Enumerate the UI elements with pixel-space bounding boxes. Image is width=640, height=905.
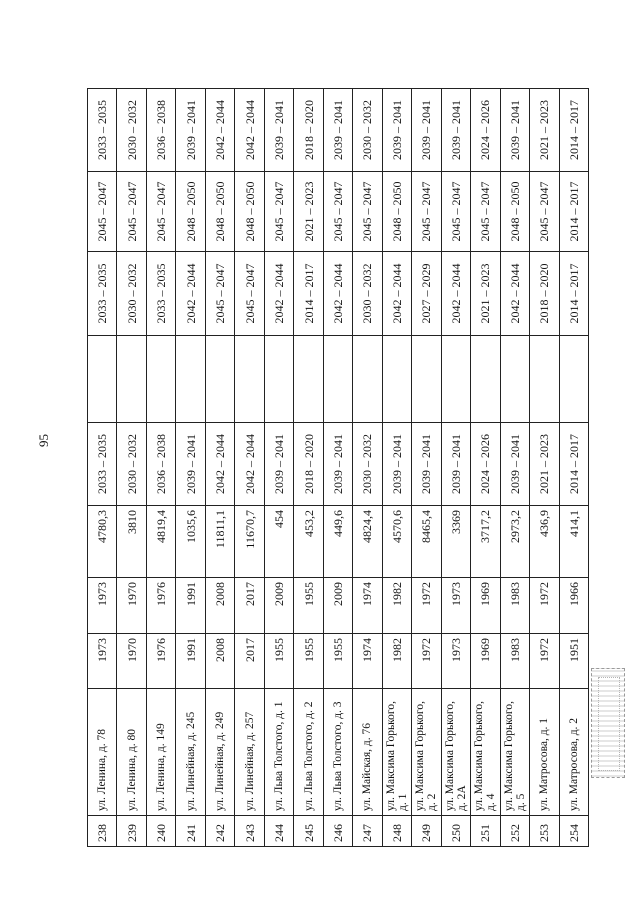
cell-period-3: 2021 – 2023: [471, 252, 500, 336]
cell-period-2: [205, 336, 234, 423]
cell-no: 245: [294, 816, 323, 847]
cell-area: 453,2: [294, 506, 323, 578]
cell-period-4: 2045 – 2047: [412, 172, 441, 252]
cell-period-1: 2039 – 2041: [323, 423, 352, 506]
cell-period-1: 2036 – 2038: [146, 423, 175, 506]
cell-no: 241: [176, 816, 205, 847]
cell-year-built: 2017: [235, 634, 264, 689]
cell-year-commissioned: 1976: [146, 578, 175, 634]
cell-year-commissioned: 1983: [500, 578, 529, 634]
table-row: [500, 89, 529, 847]
cell-address: ул. Ленина, д. 78: [88, 689, 117, 816]
cell-period-5: 2039 – 2041: [264, 89, 293, 172]
cell-period-2: [117, 336, 146, 423]
cell-address: ул. Ленина, д. 80: [117, 689, 146, 816]
cell-year-built: 1972: [412, 634, 441, 689]
cell-address: ул. Линейная, д. 249: [205, 689, 234, 816]
cell-period-5: 2024 – 2026: [471, 89, 500, 172]
table-row: [530, 89, 559, 847]
cell-period-3: 2033 – 2035: [88, 252, 117, 336]
cell-period-2: [323, 336, 352, 423]
cell-no: 247: [353, 816, 382, 847]
cell-year-built: 1972: [530, 634, 559, 689]
cell-year-commissioned: 1969: [471, 578, 500, 634]
cell-year-commissioned: 1973: [441, 578, 470, 634]
table-row: [353, 89, 382, 847]
cell-period-5: 2021 – 2023: [530, 89, 559, 172]
cell-year-built: 2008: [205, 634, 234, 689]
cell-no: 244: [264, 816, 293, 847]
cell-no: 240: [146, 816, 175, 847]
table-row: [176, 89, 205, 847]
cell-area: 449,6: [323, 506, 352, 578]
cell-area: 11670,7: [235, 506, 264, 578]
cell-period-4: 2045 – 2047: [471, 172, 500, 252]
cell-period-5: 2030 – 2032: [353, 89, 382, 172]
cell-period-1: 2039 – 2041: [441, 423, 470, 506]
cell-period-2: [88, 336, 117, 423]
cell-period-5: 2042 – 2044: [205, 89, 234, 172]
cell-period-1: 2018 – 2020: [294, 423, 323, 506]
cell-year-commissioned: 2017: [235, 578, 264, 634]
cell-period-5: 2030 – 2032: [117, 89, 146, 172]
cell-area: 3369: [441, 506, 470, 578]
cell-no: 250: [441, 816, 470, 847]
cell-area: 8465,4: [412, 506, 441, 578]
cell-period-1: 2042 – 2044: [235, 423, 264, 506]
cell-period-1: 2030 – 2032: [353, 423, 382, 506]
cell-no: 254: [559, 816, 588, 847]
cell-period-4: 2045 – 2047: [264, 172, 293, 252]
table-row: [559, 89, 588, 847]
cell-period-4: 2048 – 2050: [205, 172, 234, 252]
cell-period-2: [235, 336, 264, 423]
cell-year-built: 1970: [117, 634, 146, 689]
cell-year-commissioned: 1974: [353, 578, 382, 634]
cell-period-3: 2042 – 2044: [176, 252, 205, 336]
cell-area: 3810: [117, 506, 146, 578]
cell-period-3: 2045 – 2047: [235, 252, 264, 336]
cell-year-built: 1973: [441, 634, 470, 689]
housing-register-table: [87, 88, 589, 847]
cell-period-2: [353, 336, 382, 423]
cell-period-1: 2033 – 2035: [88, 423, 117, 506]
cell-period-5: 2018 – 2020: [294, 89, 323, 172]
cell-period-3: 2042 – 2044: [441, 252, 470, 336]
cell-period-4: 2048 – 2050: [500, 172, 529, 252]
cell-area: 436,9: [530, 506, 559, 578]
cell-area: 2973,2: [500, 506, 529, 578]
cell-period-2: [441, 336, 470, 423]
table-row: [294, 89, 323, 847]
cell-period-3: 2014 – 2017: [294, 252, 323, 336]
cell-period-3: 2042 – 2044: [323, 252, 352, 336]
cell-year-built: 1973: [88, 634, 117, 689]
cell-period-1: 2039 – 2041: [176, 423, 205, 506]
cell-period-1: 2024 – 2026: [471, 423, 500, 506]
cell-year-built: 1955: [323, 634, 352, 689]
cell-no: 243: [235, 816, 264, 847]
cell-no: 251: [471, 816, 500, 847]
cell-period-4: 2045 – 2047: [441, 172, 470, 252]
cell-period-4: 2045 – 2047: [117, 172, 146, 252]
cell-no: 246: [323, 816, 352, 847]
cell-period-5: 2039 – 2041: [323, 89, 352, 172]
cell-period-1: 2042 – 2044: [205, 423, 234, 506]
cell-address: ул. Ленина, д. 149: [146, 689, 175, 816]
cell-period-5: 2014 – 2017: [559, 89, 588, 172]
cell-year-commissioned: 1982: [382, 578, 411, 634]
cell-area: 1035,6: [176, 506, 205, 578]
cell-period-2: [294, 336, 323, 423]
cell-period-2: [382, 336, 411, 423]
cell-period-4: 2021 – 2023: [294, 172, 323, 252]
page-number: 95: [36, 434, 51, 447]
cell-year-commissioned: 1972: [530, 578, 559, 634]
cell-year-commissioned: 1970: [117, 578, 146, 634]
cell-year-built: 1982: [382, 634, 411, 689]
cell-area: 3717,2: [471, 506, 500, 578]
cell-period-1: 2039 – 2041: [500, 423, 529, 506]
cell-no: 238: [88, 816, 117, 847]
cell-area: 11811,1: [205, 506, 234, 578]
cell-period-2: [264, 336, 293, 423]
cell-year-commissioned: 1966: [559, 578, 588, 634]
table-row: [88, 89, 117, 847]
cell-period-4: 2045 – 2047: [88, 172, 117, 252]
table-row: [117, 89, 146, 847]
cell-area: 4570,6: [382, 506, 411, 578]
cell-period-2: [559, 336, 588, 423]
cell-period-5: 2033 – 2035: [88, 89, 117, 172]
cell-period-5: 2039 – 2041: [176, 89, 205, 172]
cell-period-4: 2048 – 2050: [235, 172, 264, 252]
cell-address: ул. Линейная, д. 245: [176, 689, 205, 816]
cell-period-3: 2030 – 2032: [117, 252, 146, 336]
cell-period-3: 2014 – 2017: [559, 252, 588, 336]
cell-period-5: 2042 – 2044: [235, 89, 264, 172]
cell-period-2: [146, 336, 175, 423]
cell-year-commissioned: 1955: [294, 578, 323, 634]
table-row: [205, 89, 234, 847]
cell-period-1: 2021 – 2023: [530, 423, 559, 506]
cell-period-5: 2039 – 2041: [441, 89, 470, 172]
table-row: [412, 89, 441, 847]
cell-year-built: 1951: [559, 634, 588, 689]
cell-period-4: 2045 – 2047: [146, 172, 175, 252]
table-row: [323, 89, 352, 847]
cell-period-3: 2042 – 2044: [500, 252, 529, 336]
table-row: [235, 89, 264, 847]
stamp-inner-border: [598, 677, 620, 771]
cell-period-4: 2045 – 2047: [353, 172, 382, 252]
cell-period-3: 2030 – 2032: [353, 252, 382, 336]
cell-year-commissioned: 1972: [412, 578, 441, 634]
cell-period-3: 2027 – 2029: [412, 252, 441, 336]
cell-period-5: 2036 – 2038: [146, 89, 175, 172]
cell-period-1: 2039 – 2041: [264, 423, 293, 506]
cell-address: ул. Матросова, д. 1: [530, 689, 559, 816]
cell-no: 242: [205, 816, 234, 847]
cell-area: 4819,4: [146, 506, 175, 578]
cell-year-built: 1955: [264, 634, 293, 689]
cell-year-commissioned: 1973: [88, 578, 117, 634]
cell-period-4: 2045 – 2047: [530, 172, 559, 252]
cell-period-5: 2039 – 2041: [412, 89, 441, 172]
cell-period-1: 2014 – 2017: [559, 423, 588, 506]
cell-period-4: 2048 – 2050: [382, 172, 411, 252]
cell-period-4: 2048 – 2050: [176, 172, 205, 252]
table-row: [441, 89, 470, 847]
cell-no: 239: [117, 816, 146, 847]
cell-year-commissioned: 2008: [205, 578, 234, 634]
cell-address: ул. Максима Горького, д. 1: [382, 689, 411, 816]
cell-year-built: 1974: [353, 634, 382, 689]
cell-year-built: 1969: [471, 634, 500, 689]
cell-period-1: 2039 – 2041: [412, 423, 441, 506]
cell-period-2: [471, 336, 500, 423]
cell-period-5: 2039 – 2041: [382, 89, 411, 172]
cell-address: ул. Льва Толстого, д. 3: [323, 689, 352, 816]
cell-period-4: 2045 – 2047: [323, 172, 352, 252]
cell-address: ул. Матросова, д. 2: [559, 689, 588, 816]
table-row: [382, 89, 411, 847]
table-row: [146, 89, 175, 847]
cell-address: ул. Линейная, д. 257: [235, 689, 264, 816]
cell-address: ул. Льва Толстого, д. 2: [294, 689, 323, 816]
cell-period-3: 2042 – 2044: [264, 252, 293, 336]
cell-period-3: 2018 – 2020: [530, 252, 559, 336]
cell-address: ул. Максима Горького, д. 2: [412, 689, 441, 816]
cell-address: ул. Максима Горького, д. 4: [471, 689, 500, 816]
cell-area: 4824,4: [353, 506, 382, 578]
cell-year-built: 1955: [294, 634, 323, 689]
cell-no: 253: [530, 816, 559, 847]
table-row: [471, 89, 500, 847]
cell-period-5: 2039 – 2041: [500, 89, 529, 172]
cell-address: ул. Максима Горького, д. 5: [500, 689, 529, 816]
cell-period-1: 2030 – 2032: [117, 423, 146, 506]
cell-no: 252: [500, 816, 529, 847]
cell-period-3: 2042 – 2044: [382, 252, 411, 336]
table-body: [88, 89, 589, 847]
cell-no: 249: [412, 816, 441, 847]
cell-no: 248: [382, 816, 411, 847]
cell-period-3: 2045 – 2047: [205, 252, 234, 336]
cell-area: 454: [264, 506, 293, 578]
cell-address: ул. Максима Горького, д. 2А: [441, 689, 470, 816]
faint-stamp: [591, 668, 625, 778]
cell-period-3: 2033 – 2035: [146, 252, 175, 336]
cell-period-1: 2039 – 2041: [382, 423, 411, 506]
rotated-table-container: [87, 89, 588, 847]
cell-year-commissioned: 2009: [323, 578, 352, 634]
cell-address: ул. Майская, д. 76: [353, 689, 382, 816]
cell-year-built: 1976: [146, 634, 175, 689]
table-row: [264, 89, 293, 847]
cell-year-built: 1991: [176, 634, 205, 689]
cell-area: 4780,3: [88, 506, 117, 578]
cell-period-2: [412, 336, 441, 423]
cell-area: 414,1: [559, 506, 588, 578]
cell-address: ул. Льва Толстого, д. 1: [264, 689, 293, 816]
cell-period-4: 2014 – 2017: [559, 172, 588, 252]
cell-period-2: [500, 336, 529, 423]
cell-year-built: 1983: [500, 634, 529, 689]
cell-period-2: [176, 336, 205, 423]
cell-year-commissioned: 2009: [264, 578, 293, 634]
cell-period-2: [530, 336, 559, 423]
cell-year-commissioned: 1991: [176, 578, 205, 634]
